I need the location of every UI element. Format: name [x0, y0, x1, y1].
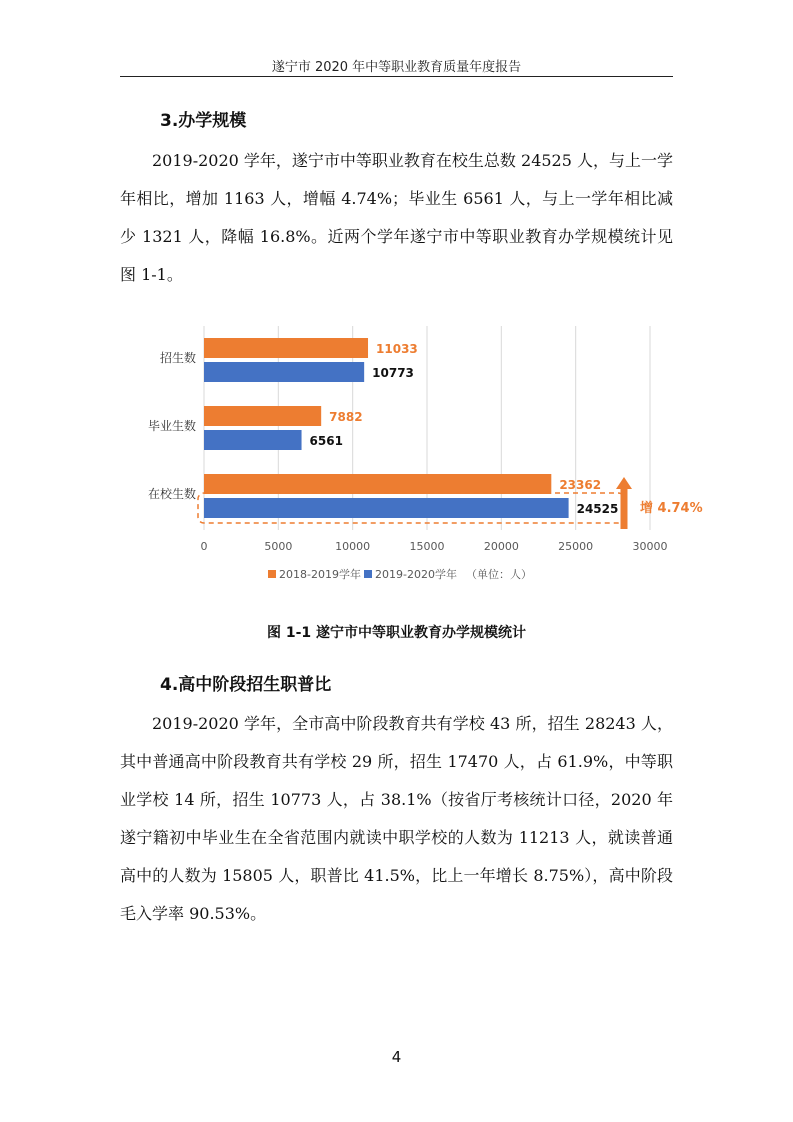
category-label: 在校生数	[147, 487, 196, 501]
x-tick-label: 0	[200, 540, 208, 553]
bar-prev-year	[204, 406, 321, 426]
figure-caption: 图 1-1 遂宁市中等职业教育办学规模统计	[266, 625, 527, 641]
data-label: 11033	[376, 342, 418, 356]
running-header: 遂宁市 2020 年中等职业教育质量年度报告	[271, 60, 522, 75]
x-tick-label: 5000	[264, 540, 293, 553]
category-label: 毕业生数	[147, 419, 196, 433]
legend-swatch	[364, 570, 372, 578]
data-label: 7882	[329, 410, 363, 424]
growth-annotation: 增 4.74%	[640, 501, 703, 516]
unit-note: （单位：人）	[466, 568, 532, 581]
bar-curr-year	[204, 498, 569, 518]
section-3-heading: 3.办学规模	[160, 111, 247, 131]
bar-prev-year	[204, 338, 368, 358]
section-3-paragraph	[120, 142, 673, 294]
x-tick-label: 15000	[409, 540, 445, 553]
x-tick-label: 20000	[483, 540, 519, 553]
section-4-paragraph	[120, 705, 673, 933]
x-tick-label: 30000	[632, 540, 668, 553]
enrollment-bar-chart	[120, 318, 703, 598]
section-3-text: 2019-2020 学年，遂宁市中等职业教育在校生总数 24525 人，与上一学年相比，增加 1163 人，增幅 4.74%；毕业生 6561 人，与上一学年相比减少 1321 人，降幅 16.8%。近两个学年遂宁市中等职业教育办学规模统计见图 1-1。	[120, 151, 674, 284]
data-label: 23362	[559, 478, 602, 492]
data-label: 24525	[576, 502, 619, 516]
x-tick-label: 10000	[335, 540, 371, 553]
bar-curr-year	[204, 430, 302, 450]
up-arrow-icon	[616, 477, 632, 529]
legend-swatch	[268, 570, 276, 578]
header-rule	[120, 76, 673, 77]
category-label: 招生数	[159, 351, 196, 365]
data-label: 6561	[309, 434, 343, 448]
section-4-heading: 4.高中阶段招生职普比	[160, 675, 332, 695]
legend-label: 2019-2020学年	[375, 568, 457, 581]
data-label: 10773	[372, 366, 414, 380]
bar-curr-year	[204, 362, 364, 382]
x-tick-label: 25000	[558, 540, 594, 553]
section-4-text: 2019-2020 学年，全市高中阶段教育共有学校 43 所，招生 28243 人，其中普通高中阶段教育共有学校 29 所，招生 17470 人，占 61.9%，中等职业学校 14 所，招生 10773 人，占 38.1%（按省厅考核统计口径，2020 年遂宁籍初中毕业生在全省范围内就读中职学校的人数为 11213 人，就读普通高中的人数为 15805 人，职普比 41.5%，比上一年增长 8.75%），高中阶段毛入学率 90.53%。	[120, 714, 673, 923]
bar-prev-year	[204, 474, 551, 494]
page-number: 4	[391, 1048, 402, 1066]
legend-label: 2018-2019学年	[279, 568, 361, 581]
